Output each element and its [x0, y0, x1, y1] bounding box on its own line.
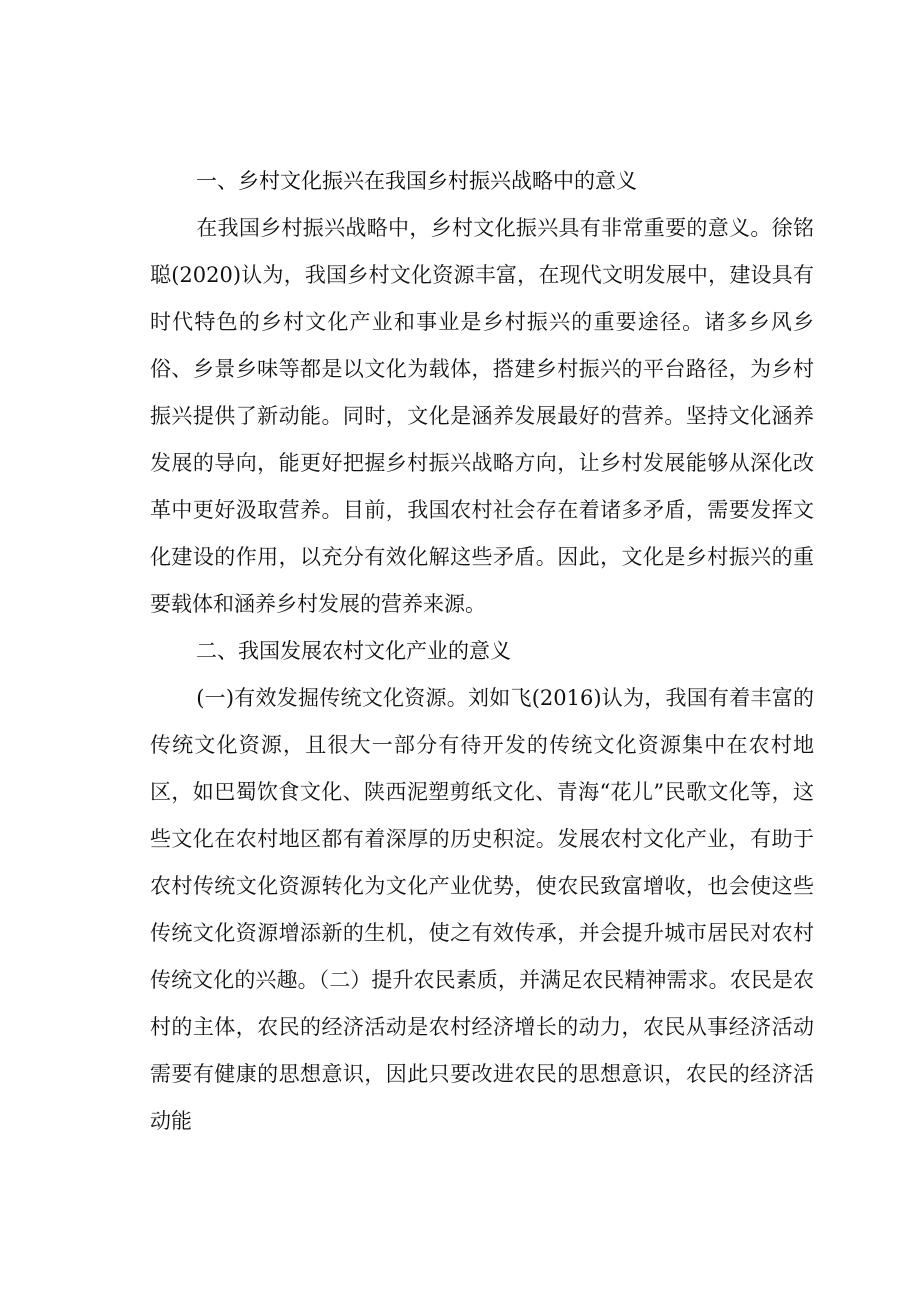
section-heading-1: 一、乡村文化振兴在我国乡村振兴战略中的意义 [196, 169, 637, 193]
section-heading-2: 二、我国发展农村文化产业的意义 [196, 639, 511, 663]
document-page [150, 158, 814, 1145]
section-1-paragraph: 在我国乡村振兴战略中，乡村文化振兴具有非常重要的意义。徐铭聪(2020)认为，我国乡村文化资源丰富，在现代文明发展中，建设具有时代特色的乡村文化产业和事业是乡村振兴的重要途径。诸多乡风乡俗、乡景乡味等都是以文化为载体，搭建乡村振兴的平台路径，为乡村振兴提供了新动能。同时，文化是涵养发展最好的营养。坚持文化涵养发展的导向，能更好把握乡村振兴战略方向，让乡村发展能够从深化改革中更好汲取营养。目前，我国农村社会存在着诸多矛盾，需要发挥文化建设的作用，以充分有效化解这些矛盾。因此，文化是乡村振兴的重要载体和涵养乡村发展的营养来源。 [150, 216, 814, 616]
section-2-paragraph: (一)有效发掘传统文化资源。刘如飞(2016)认为，我国有着丰富的传统文化资源，且很大一部分有待开发的传统文化资源集中在农村地区，如巴蜀饮食文化、陕西泥塑剪纸文化、青海“花儿”民歌文化等，这些文化在农村地区都有着深厚的历史积淀。发展农村文化产业，有助于农村传统文化资源转化为文化产业优势，使农民致富增收，也会使这些传统文化资源增添新的生机，使之有效传承，并会提升城市居民对农村传统文化的兴趣。（二）提升农民素质，并满足农民精神需求。农民是农村的主体，农民的经济活动是农村经济增长的动力，农民从事经济活动需要有健康的思想意识，因此只要改进农民的思想意识，农民的经济活动能 [150, 686, 814, 1133]
